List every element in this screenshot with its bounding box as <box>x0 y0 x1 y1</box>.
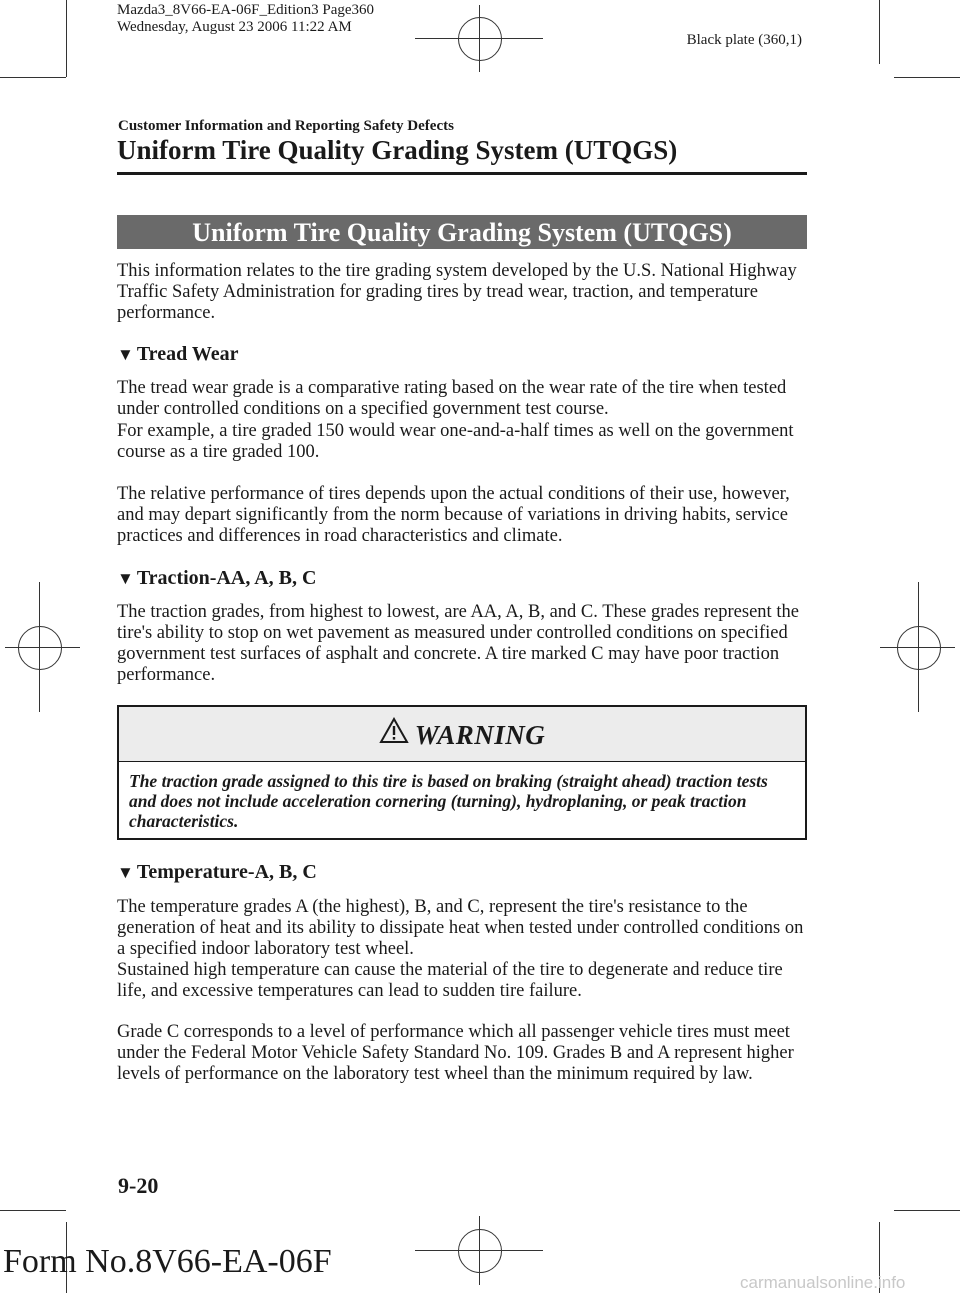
warning-box <box>117 705 807 840</box>
tread-wear-paragraph-2: For example, a tire graded 150 would wear one-and-a-half times as well on the government course as a tire graded 100. <box>117 421 794 462</box>
triangle-bullet-icon: ▼ <box>117 863 134 882</box>
section-label: Customer Information and Reporting Safety Defects <box>118 118 454 134</box>
traction-heading-text: Traction-AA, A, B, C <box>136 567 317 589</box>
temperature-heading <box>117 861 317 884</box>
temperature-paragraph-1: The temperature grades A (the highest), B, and C, represent the tire's resistance to the generation of heat and its ability to dissipate heat when tested under controlled conditions on a specified indoor laboratory test wheel. <box>117 897 804 959</box>
temperature-paragraph-2: Sustained high temperature can cause the material of the tire to degenerate and reduce tire life, and excessive temperatures can lead to sudden tire failure. <box>117 960 783 1001</box>
crop-mark-bottom-left-h <box>0 1210 66 1211</box>
warning-text: The traction grade assigned to this tire is based on braking (straight ahead) traction tests and does not include acceleration cornering (turning), hydroplaning, or peak traction characteristics. <box>129 771 768 831</box>
title-rule <box>117 172 807 175</box>
print-metadata-line1: Mazda3_8V66-EA-06F_Edition3 Page360 <box>117 2 375 18</box>
traction-paragraph-1: The traction grades, from highest to lowest, are AA, A, B, and C. These grades represent the tire's ability to stop on wet pavement as measured under controlled conditions on specified government test surfaces of asphalt and concrete. A tire marked C may have poor traction performance. <box>117 602 799 685</box>
warning-header <box>119 707 805 762</box>
crop-mark-top-left-v <box>66 0 67 77</box>
crop-mark-top-left-h <box>0 77 66 78</box>
form-number: Form No.8V66-EA-06F <box>3 1243 332 1280</box>
tread-wear-heading-text: Tread Wear <box>136 343 239 365</box>
crop-mark-top-right-v <box>879 0 880 64</box>
crop-mark-top-right-h <box>894 77 960 78</box>
warning-triangle-icon <box>379 712 409 768</box>
page-number: 9-20 <box>118 1173 159 1198</box>
tread-wear-heading <box>117 343 239 366</box>
crop-mark-bottom-right-h <box>894 1210 960 1211</box>
triangle-bullet-icon: ▼ <box>117 345 134 364</box>
temperature-heading-text: Temperature-A, B, C <box>136 861 317 883</box>
temperature-paragraph-3: Grade C corresponds to a level of performance which all passenger vehicle tires must meet under the Federal Motor Vehicle Safety Standard No. 109. Grades B and A represent higher levels of performance on the laboratory test wheel than the minimum required by law. <box>117 1022 794 1084</box>
print-metadata-line2: Wednesday, August 23 2006 11:22 AM <box>117 19 352 35</box>
plate-label: Black plate (360,1) <box>686 32 802 48</box>
traction-heading <box>117 567 316 590</box>
watermark: carmanualsonline.info <box>740 1273 906 1292</box>
warning-title: WARNING <box>414 720 546 750</box>
page-title: Uniform Tire Quality Grading System (UTQGS) <box>117 135 678 165</box>
triangle-bullet-icon: ▼ <box>117 569 134 588</box>
tread-wear-paragraph-1: The tread wear grade is a comparative rating based on the wear rate of the tire when tested under controlled conditions on a specified government test course. <box>117 378 787 419</box>
print-metadata <box>117 2 374 36</box>
section-banner: Uniform Tire Quality Grading System (UTQGS) <box>117 215 807 249</box>
tread-wear-paragraph-3: The relative performance of tires depends upon the actual conditions of their use, however, and may depart significantly from the norm because of variations in driving habits, service practices and differences in road characteristics and climate. <box>117 484 790 546</box>
intro-paragraph: This information relates to the tire grading system developed by the U.S. National Highway Traffic Safety Administration for grading tires by tread wear, traction, and temperature performance. <box>117 261 797 323</box>
